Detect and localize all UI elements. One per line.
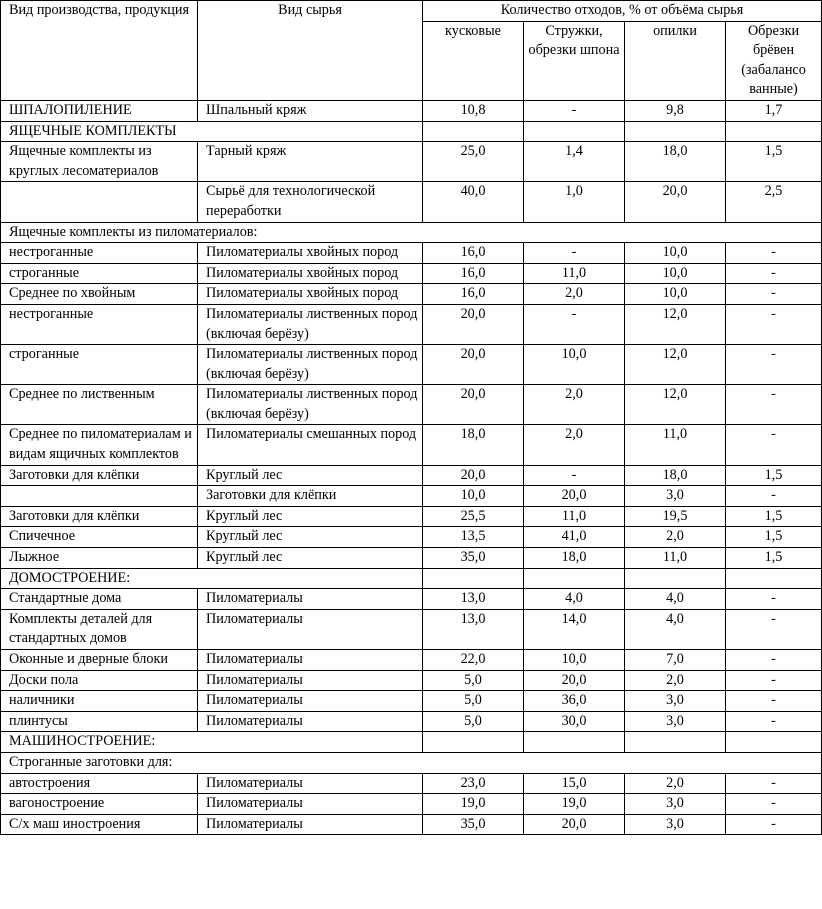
cell-lump: 25,0 [423,142,524,182]
cell-log-ends: - [726,486,822,507]
cell-product: Среднее по хвойным [1,284,198,305]
cell-log-ends: - [726,814,822,835]
table-row [1,486,822,507]
cell-sawdust: 12,0 [625,345,726,385]
cell-shavings: 15,0 [524,773,625,794]
cell-log-ends: - [726,385,822,425]
empty-cell [726,732,822,753]
table-row [1,243,822,264]
cell-shavings: - [524,100,625,121]
cell-product: Лыжное [1,548,198,569]
cell-shavings: - [524,465,625,486]
cell-product: Стандартные дома [1,589,198,610]
cell-log-ends: 2,5 [726,182,822,222]
table-row [1,345,822,385]
cell-sawdust: 18,0 [625,142,726,182]
cell-sawdust: 11,0 [625,548,726,569]
cell-product: С/х маш иностроения [1,814,198,835]
table-body [1,100,822,834]
cell-shavings: 10,0 [524,650,625,671]
cell-raw-material: Круглый лес [198,527,423,548]
cell-sawdust: 12,0 [625,304,726,344]
cell-raw-material: Пиломатериалы хвойных пород [198,284,423,305]
cell-log-ends: 1,5 [726,527,822,548]
cell-product: автостроения [1,773,198,794]
cell-raw-material: Пиломатериалы [198,609,423,649]
cell-product: наличники [1,691,198,712]
cell-product: ШПАЛОПИЛЕНИЕ [1,100,198,121]
cell-sawdust: 9,8 [625,100,726,121]
table-row [1,527,822,548]
cell-log-ends: - [726,609,822,649]
cell-shavings: 2,0 [524,425,625,465]
cell-lump: 16,0 [423,243,524,264]
cell-raw-material: Пиломатериалы хвойных пород [198,263,423,284]
cell-sawdust: 2,0 [625,670,726,691]
cell-lump: 5,0 [423,711,524,732]
table-row [1,100,822,121]
cell-product: Заготовки для клёпки [1,506,198,527]
cell-raw-material: Пиломатериалы [198,650,423,671]
cell-product: Среднее по пиломатериалам и видам ящичных комплектов [1,425,198,465]
cell-shavings: 11,0 [524,263,625,284]
cell-log-ends: - [726,284,822,305]
cell-raw-material: Пиломатериалы хвойных пород [198,243,423,264]
cell-shavings: 2,0 [524,385,625,425]
empty-cell [423,732,524,753]
cell-lump: 25,5 [423,506,524,527]
cell-lump: 20,0 [423,304,524,344]
cell-sawdust: 19,5 [625,506,726,527]
cell-lump: 20,0 [423,385,524,425]
cell-lump: 19,0 [423,794,524,815]
cell-raw-material: Тарный кряж [198,142,423,182]
empty-cell [726,121,822,142]
cell-product: нестроганные [1,304,198,344]
cell-product: Заготовки для клёпки [1,465,198,486]
table-row [1,732,822,753]
cell-sawdust: 10,0 [625,243,726,264]
cell-shavings: 1,0 [524,182,625,222]
table-row [1,142,822,182]
cell-raw-material: Пиломатериалы лиственных пород (включая берёзу) [198,304,423,344]
cell-raw-material: Пиломатериалы лиственных пород (включая берёзу) [198,385,423,425]
cell-sawdust: 3,0 [625,486,726,507]
empty-cell [726,568,822,589]
cell-sawdust: 12,0 [625,385,726,425]
cell-product [1,486,198,507]
cell-raw-material: Пиломатериалы [198,711,423,732]
cell-product [1,182,198,222]
table-row [1,650,822,671]
cell-lump: 10,8 [423,100,524,121]
cell-raw-material: Пиломатериалы [198,794,423,815]
cell-shavings: 36,0 [524,691,625,712]
cell-lump: 35,0 [423,814,524,835]
cell-shavings: 2,0 [524,284,625,305]
table-row [1,794,822,815]
cell-lump: 13,0 [423,589,524,610]
cell-sawdust: 18,0 [625,465,726,486]
cell-product: Спичечное [1,527,198,548]
cell-lump: 35,0 [423,548,524,569]
empty-cell [423,568,524,589]
header-waste-group: Количество отходов, % от объёма сырья [423,1,822,22]
cell-sawdust: 10,0 [625,284,726,305]
cell-shavings: 30,0 [524,711,625,732]
cell-lump: 13,5 [423,527,524,548]
empty-cell [625,568,726,589]
cell-lump: 20,0 [423,345,524,385]
cell-lump: 20,0 [423,465,524,486]
cell-raw-material: Шпальный кряж [198,100,423,121]
cell-product: строганные [1,263,198,284]
cell-raw-material: Круглый лес [198,548,423,569]
cell-raw-material: Пиломатериалы лиственных пород (включая берёзу) [198,345,423,385]
header-log-ends: Обрезки брёвен (забалансо ванные) [726,21,822,100]
cell-shavings: - [524,304,625,344]
cell-log-ends: - [726,773,822,794]
table-row [1,752,822,773]
cell-log-ends: 1,5 [726,465,822,486]
cell-raw-material: Круглый лес [198,506,423,527]
cell-shavings: 19,0 [524,794,625,815]
cell-raw-material: Сырьё для технологической переработки [198,182,423,222]
empty-cell [423,121,524,142]
cell-sawdust: 4,0 [625,589,726,610]
cell-sawdust: 3,0 [625,814,726,835]
cell-lump: 16,0 [423,284,524,305]
table-row [1,814,822,835]
section-heading: МАШИНОСТРОЕНИЕ: [1,732,423,753]
table-row [1,773,822,794]
cell-log-ends: 1,5 [726,548,822,569]
table-row [1,222,822,243]
cell-log-ends: 1,7 [726,100,822,121]
table-row [1,182,822,222]
empty-cell [524,732,625,753]
empty-cell [625,121,726,142]
cell-lump: 40,0 [423,182,524,222]
cell-log-ends: - [726,711,822,732]
table-row [1,465,822,486]
cell-log-ends: - [726,589,822,610]
header-sawdust: опилки [625,21,726,100]
cell-raw-material: Круглый лес [198,465,423,486]
cell-log-ends: - [726,345,822,385]
table-row [1,506,822,527]
cell-log-ends: - [726,691,822,712]
cell-log-ends: - [726,425,822,465]
cell-shavings: 14,0 [524,609,625,649]
cell-product: вагоностроение [1,794,198,815]
table-row [1,385,822,425]
cell-product: нестроганные [1,243,198,264]
cell-lump: 5,0 [423,691,524,712]
table-row [1,304,822,344]
cell-product: плинтусы [1,711,198,732]
cell-shavings: 41,0 [524,527,625,548]
header-production: Вид производства, продукция [1,1,198,101]
table-row [1,425,822,465]
cell-shavings: 10,0 [524,345,625,385]
cell-sawdust: 3,0 [625,794,726,815]
group-heading: Строганные заготовки для: [1,752,822,773]
cell-raw-material: Пиломатериалы [198,670,423,691]
table-row [1,121,822,142]
table-row [1,284,822,305]
empty-cell [524,568,625,589]
cell-raw-material: Заготовки для клёпки [198,486,423,507]
cell-sawdust: 3,0 [625,691,726,712]
cell-lump: 16,0 [423,263,524,284]
cell-sawdust: 3,0 [625,711,726,732]
cell-shavings: 1,4 [524,142,625,182]
cell-log-ends: - [726,263,822,284]
table-row [1,568,822,589]
cell-sawdust: 7,0 [625,650,726,671]
cell-shavings: 20,0 [524,486,625,507]
cell-lump: 18,0 [423,425,524,465]
cell-log-ends: - [726,243,822,264]
cell-sawdust: 11,0 [625,425,726,465]
empty-cell [524,121,625,142]
cell-lump: 13,0 [423,609,524,649]
group-heading: Ящечные комплекты из пиломатериалов: [1,222,822,243]
table-row [1,670,822,691]
cell-product: Оконные и дверные блоки [1,650,198,671]
cell-raw-material: Пиломатериалы [198,814,423,835]
cell-shavings: 20,0 [524,670,625,691]
cell-sawdust: 2,0 [625,773,726,794]
cell-shavings: - [524,243,625,264]
cell-shavings: 11,0 [524,506,625,527]
cell-shavings: 20,0 [524,814,625,835]
cell-lump: 23,0 [423,773,524,794]
cell-shavings: 4,0 [524,589,625,610]
cell-log-ends: 1,5 [726,506,822,527]
cell-lump: 22,0 [423,650,524,671]
empty-cell [625,732,726,753]
table-row [1,711,822,732]
cell-product: строганные [1,345,198,385]
cell-product: Комплекты деталей для стандартных домов [1,609,198,649]
cell-raw-material: Пиломатериалы смешанных пород [198,425,423,465]
cell-lump: 10,0 [423,486,524,507]
header-shavings: Стружки, обрезки шпона [524,21,625,100]
cell-sawdust: 2,0 [625,527,726,548]
section-heading: ЯЩЕЧНЫЕ КОМПЛЕКТЫ [1,121,423,142]
cell-log-ends: - [726,304,822,344]
cell-sawdust: 10,0 [625,263,726,284]
header-raw-material: Вид сырья [198,1,423,101]
cell-shavings: 18,0 [524,548,625,569]
section-heading: ДОМОСТРОЕНИЕ: [1,568,423,589]
cell-log-ends: - [726,794,822,815]
cell-product: Среднее по лиственным [1,385,198,425]
cell-raw-material: Пиломатериалы [198,691,423,712]
cell-log-ends: - [726,670,822,691]
cell-raw-material: Пиломатериалы [198,589,423,610]
cell-log-ends: - [726,650,822,671]
cell-sawdust: 20,0 [625,182,726,222]
cell-sawdust: 4,0 [625,609,726,649]
table-row [1,589,822,610]
cell-product: Ящечные комплекты из круглых лесоматериалов [1,142,198,182]
cell-log-ends: 1,5 [726,142,822,182]
cell-raw-material: Пиломатериалы [198,773,423,794]
table-row [1,548,822,569]
table-row [1,691,822,712]
table-row [1,263,822,284]
cell-product: Доски пола [1,670,198,691]
cell-lump: 5,0 [423,670,524,691]
table-row [1,609,822,649]
header-lump: кусковые [423,21,524,100]
